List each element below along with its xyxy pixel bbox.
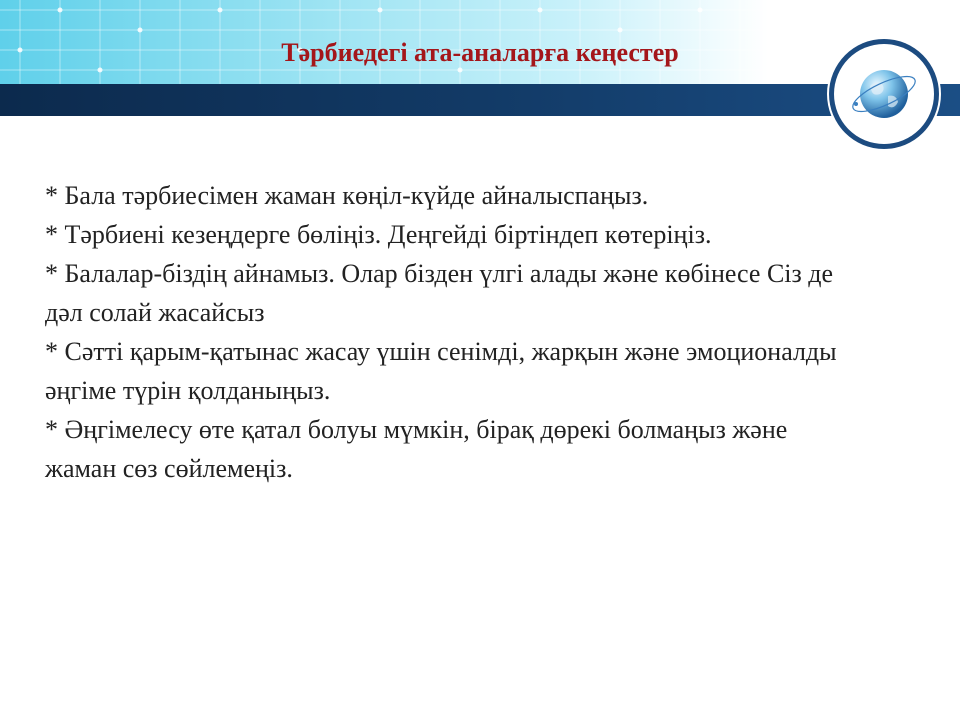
tips-list bbox=[45, 176, 845, 488]
logo-badge bbox=[834, 44, 934, 144]
tip-item: * Бала тәрбиесімен жаман көңіл-күйде айналыспаңыз. bbox=[45, 181, 649, 210]
tip-item: * Әңгімелесу өте қатал болуы мүмкін, бірақ дөрекі болмаңыз және жаман сөз сөйлемеңіз. bbox=[45, 415, 788, 483]
globe-icon bbox=[846, 56, 922, 132]
tip-item: * Тәрбиені кезеңдерге бөліңіз. Деңгейді біртіндеп көтеріңіз. bbox=[45, 220, 712, 249]
header-band bbox=[0, 0, 960, 84]
tip-item: * Балалар-біздің айнамыз. Олар бізден үлгі алады және көбінесе Сіз де дәл солай жасайсыз bbox=[45, 259, 834, 327]
tip-item: * Сәтті қарым-қатынас жасау үшін сенімді, жарқын және эмоционалды әңгіме түрін қолданыңыз. bbox=[45, 337, 837, 405]
header-dark-bar bbox=[0, 84, 960, 116]
slide-title: Тәрбиедегі ата-аналарға кеңестер bbox=[281, 38, 679, 67]
